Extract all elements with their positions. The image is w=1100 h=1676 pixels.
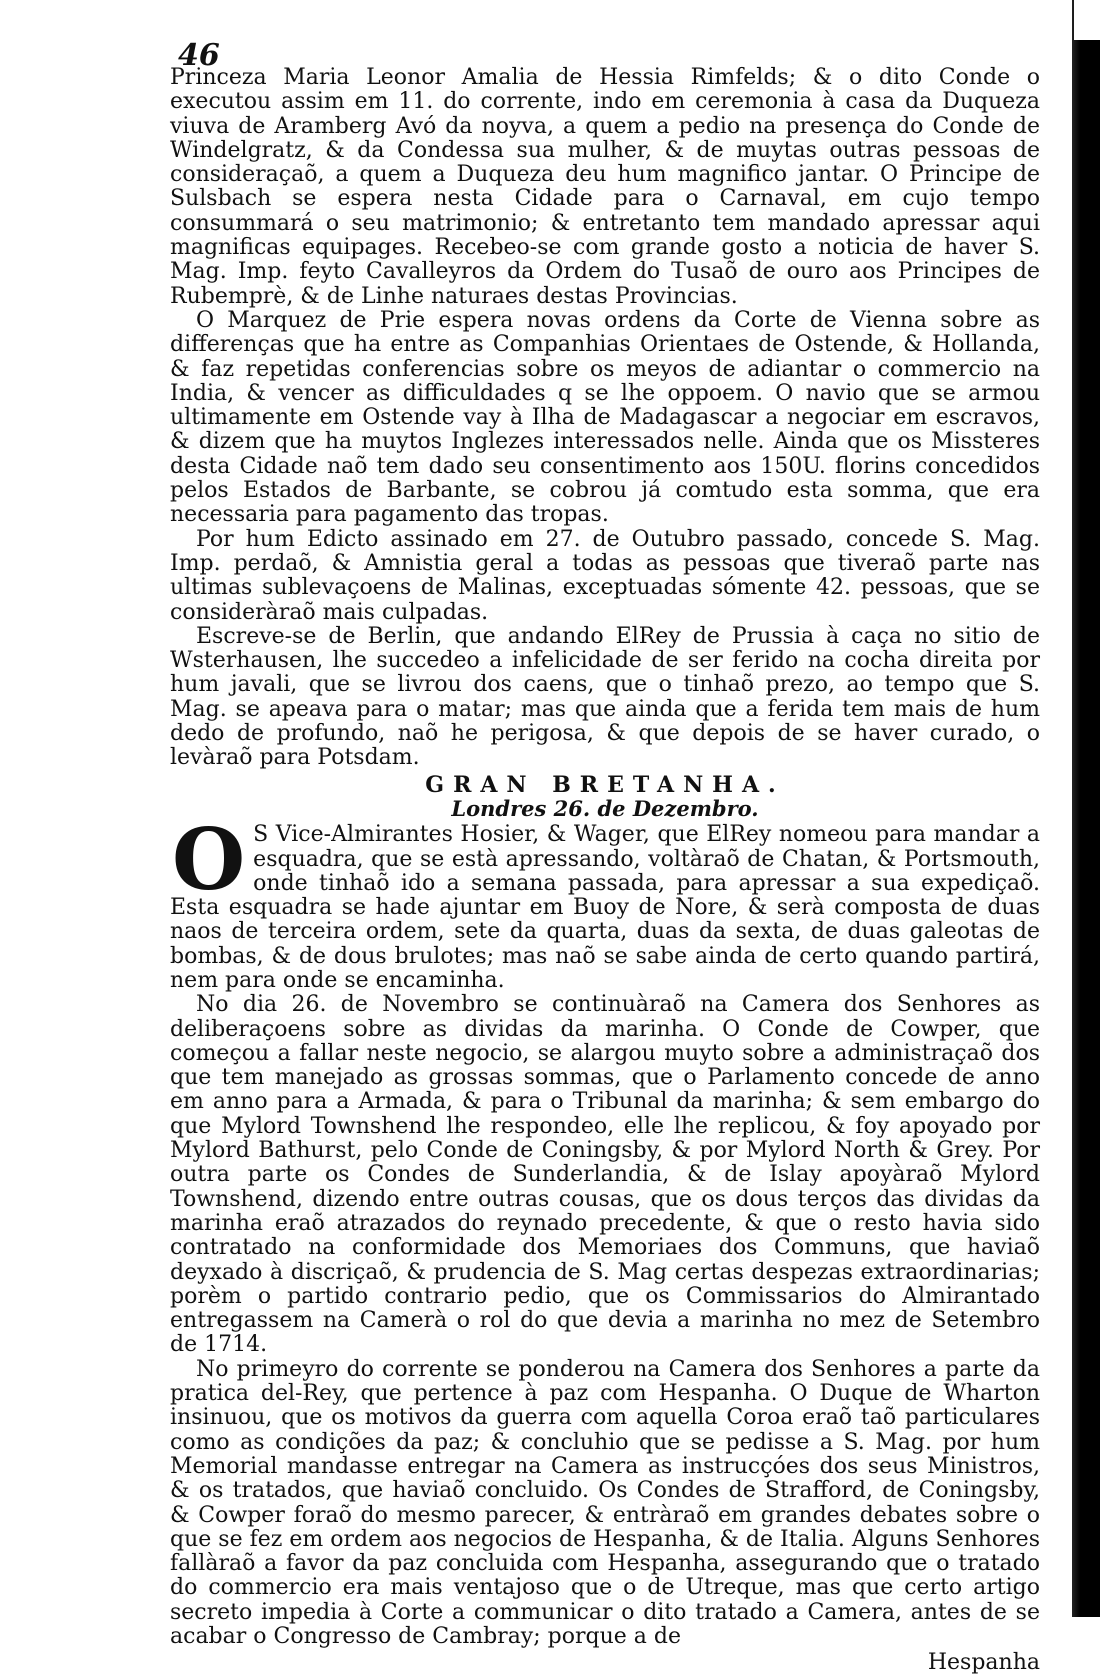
paragraph-top-4: Escreve-se de Berlin, que andando ElRey de Prussia à caça no sitio de Wsterhausen, lhe succedeo a infelicidade de ser ferido na cocha direita por hum javali, que se livrou dos caens, que o tinhaõ prezo, ao tempo que S. Mag. se apeava para o matar; mas que ainda que a ferida tem mais de hum dedo de profundo, naõ he perigosa, & que depois de se haver curado, o levàraõ para Potsdam. bbox=[170, 623, 1040, 771]
paragraph-top-1: Princeza Maria Leonor Amalia de Hessia Rimfelds; & o dito Conde o executou assim em 11. do corrente, indo em ceremonia à casa da Duqueza viuva de Aramberg Avó da noyva, a quem a pedio na presença do Conde de Windelgratz, & da Condessa sua mulher, & de muytas outras pessoas de consideraçaõ, a quem a Duqueza deu hum magnifico jantar. O Principe de Sulsbach se espera nesta Cidade para o Carnaval, em cujo tempo consummará o seu matrimonio; & entretanto tem mandado apressar aqui magnificas equipages. Recebeo-se com grande gosto a noticia de haver S. Mag. Imp. feyto Cavalleyros da Ordem do Tusaõ de ouro aos Principes de Rubemprè, & de Linhe naturaes destas Provincias. bbox=[170, 65, 1040, 309]
drop-cap-letter: O bbox=[172, 810, 246, 910]
section-dateline: Londres 26. de Dezembro. bbox=[451, 795, 759, 821]
paragraph-bottom-1 bbox=[170, 810, 1040, 993]
page-number: 46 bbox=[178, 38, 220, 73]
paragraph-top-3: Por hum Edicto assinado em 27. de Outubro passado, concede S. Mag. Imp. perdaõ, & Amnistia geral a todas as pessoas que tiveraõ parte nas ultimas sublevaçoens de Malinas, exceptuadas sómente 42. pessoas, que se consideràraõ mais culpadas. bbox=[170, 526, 1040, 625]
section-heading: GRAN BRETANHA. bbox=[425, 771, 785, 798]
catch-word: Hespanha bbox=[927, 1650, 1040, 1676]
paragraph-bottom-2: No dia 26. de Novembro se continuàraõ na Camera dos Senhores as deliberaçoens sobre as dividas da marinha. O Conde de Cowper, que começou a fallar neste negocio, se alargou muyto sobre a administraçaõ dos que tem manejado as grossas sommas, que o Parlamento concede de anno em anno para a Armada, & para o Tribunal da marinha; & sem embargo do que Mylord Townshend lhe respondeo, elle lhe replicou, & foy apoyado por Mylord Bathurst, pelo Conde de Coningsby, & por Mylord North & Grey. Por outra parte os Condes de Sunderlandia, & de Islay apoyàraõ Mylord Townshend, dizendo entre outras cousas, que os dous terços das dividas da marinha eraõ atrazados do reynado precedente, & que o resto havia sido contratado na conformidade dos Memoriaes dos Communs, que haviaõ deyxado à discriçaõ, & prudencia de S. Mag certas despezas extraordinarias; porèm o partido contrario pedio, que os Commissarios do Almirantado entregassem na Camerà o rol do que devia a marinha no mez de Setembro de 1714. bbox=[170, 992, 1040, 1358]
paragraph-top-2: O Marquez de Prie espera novas ordens da Corte de Vienna sobre as differenças que ha entre as Companhias Orientaes de Ostende, & Hollanda, & faz repetidas conferencias sobre os meyos de adiantar o commercio na India, & vencer as difficuldades q se lhe oppoem. O navio que se armou ultimamente em Ostende vay à Ilha de Madagascar a negociar em escravos, & dizem que ha muytos Inglezes interessados nelle. Ainda que os Missteres desta Cidade naõ tem dado seu consentimento aos 150U. florins concedidos pelos Estados de Barbante, se cobrou já comtudo esta somma, que era necessaria para pagamento das tropas. bbox=[170, 307, 1040, 528]
paragraph-bottom-1-text: S Vice-Almirantes Hosier, & Wager, que ElRey nomeou para mandar a esquadra, que se està apressando, voltàraõ de Chatan, & Portsmouth, onde tinhaõ ido a semana passada, para apressar a sua expediçaõ. Esta esquadra se hade ajuntar em Buoy de Nore, & serà composta de duas naos de terceira ordem, sete da quarta, duas da sexta, de duas galeotas de bombas, & de dous brulotes; mas naõ se sabe ainda de certo quando partirá, nem para onde se encaminha. bbox=[170, 822, 1040, 993]
scan-dark-edge bbox=[1066, 0, 1100, 1617]
paragraph-bottom-3: No primeyro do corrente se ponderou na Camera dos Senhores a parte da pratica del-Rey, que pertence à paz com Hespanha. O Duque de Wharton insinuou, que os motivos da guerra com aquella Coroa eraõ taõ particulares como as condições da paz; & concluhio que se pedisse a S. Mag. por hum Memorial mandasse entregar na Camera as instrucçóes dos seus Ministros, & os tratados, que haviaõ concluido. Os Condes de Strafford, de Coningsby, & Cowper foraõ do mesmo parecer, & entràraõ em grandes debates sobre o que se fez em ordem aos negocios de Hespanha, & de Italia. Alguns Senhores fallàraõ a favor da paz concluida com Hespanha, assegurando que o tratado do commercio era mais ventajoso que o de Utreque, mas que certo artigo secreto impedia à Corte a communicar o dito tratado a Camera, antes de se acabar o Congresso de Cambray; porque a de bbox=[170, 1356, 1040, 1649]
document-page bbox=[170, 38, 1040, 1676]
